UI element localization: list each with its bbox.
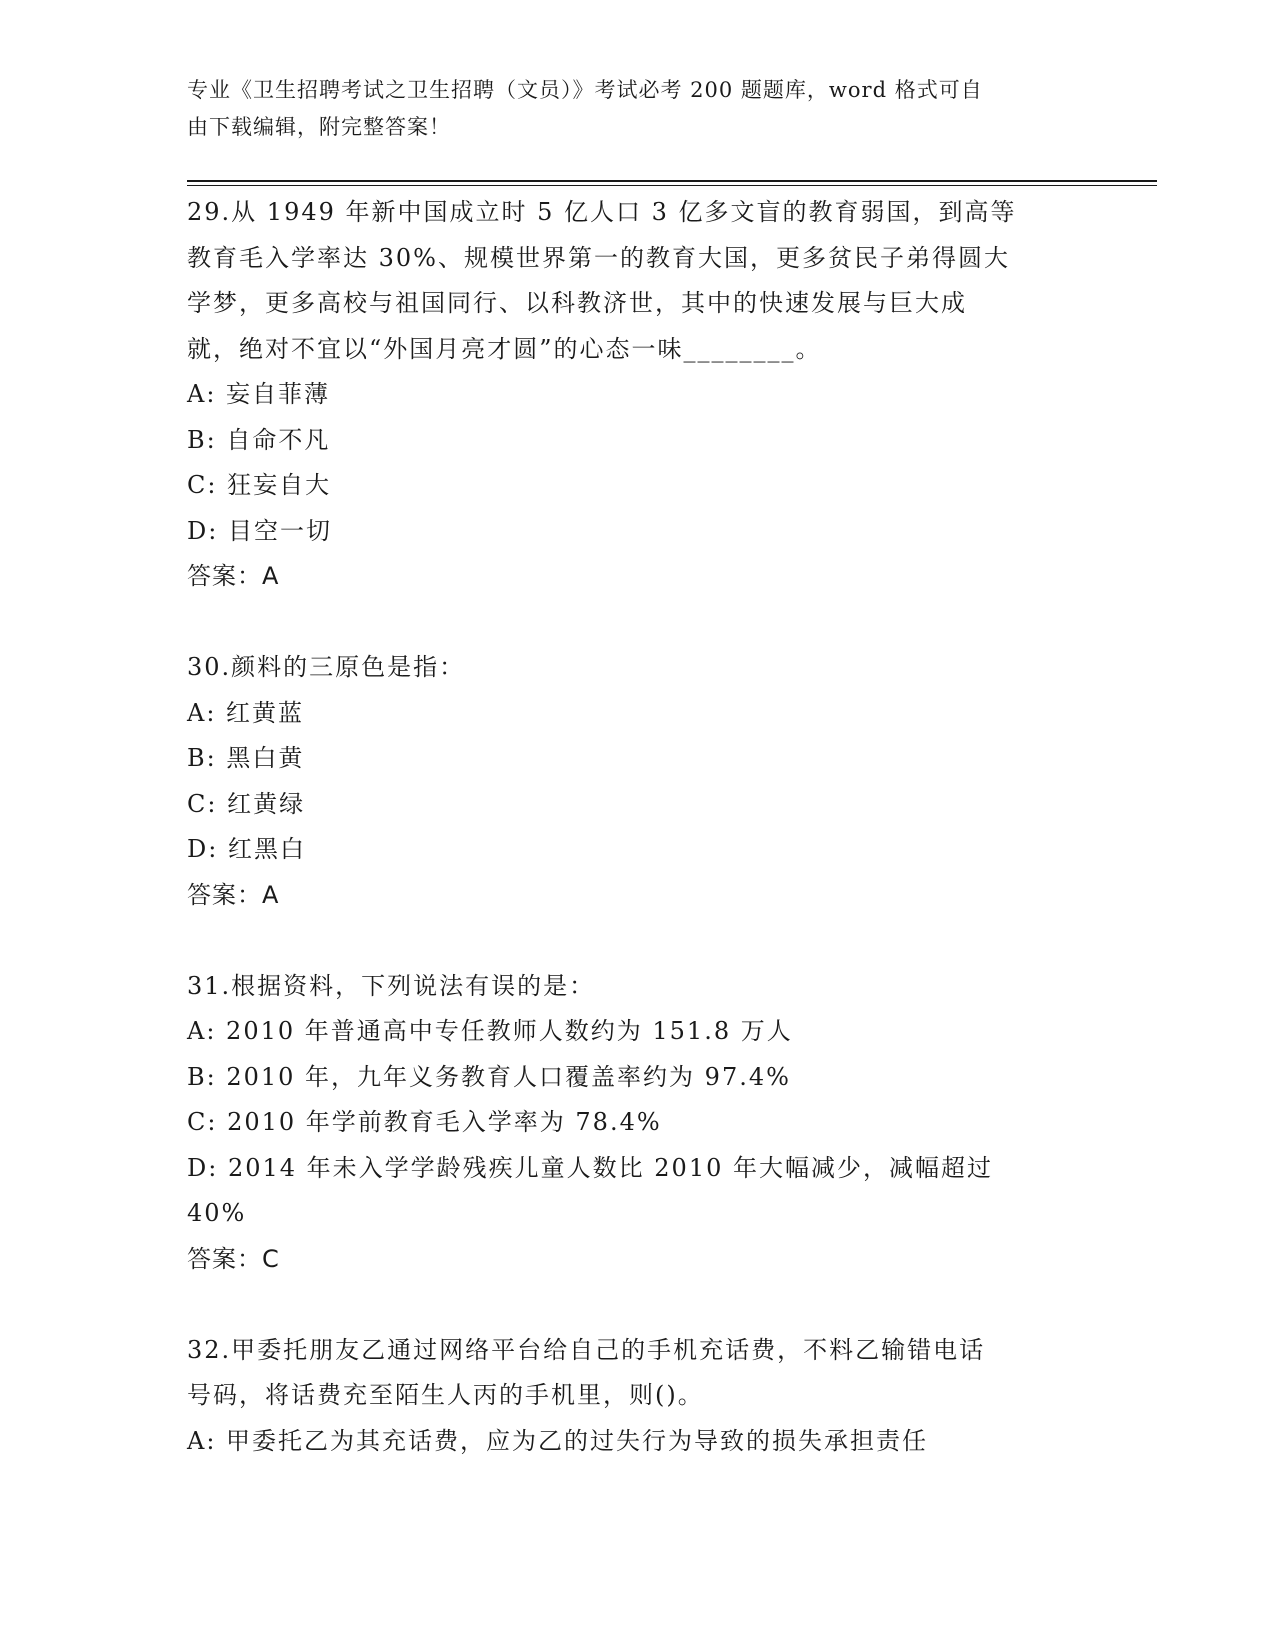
question-stem-line: 30.颜料的三原色是指：: [187, 653, 466, 681]
question-stem-line: 32.甲委托朋友乙通过网络平台给自己的手机充话费，不料乙输错电话: [187, 1335, 986, 1364]
question-stem-line: 号码，将话费充至陌生人丙的手机里，则()。: [187, 1381, 704, 1409]
question-stem-line: 就，绝对不宜以“外国月亮才圆”的心态一味________。: [187, 334, 822, 363]
header-line-1: 专业《卫生招聘考试之卫生招聘（文员）》考试必考 200 题题库，word 格式可自: [187, 78, 983, 102]
answer-label: 答案：C: [187, 1244, 280, 1273]
header-line-2: 由下载编辑，附完整答案！: [187, 115, 451, 139]
option-c: C: 狂妄自大: [187, 471, 332, 499]
option-a: A: 甲委托乙为其充话费，应为乙的过失行为导致的损失承担责任: [187, 1426, 929, 1455]
question-stem-line: 教育毛入学率达 30%、规模世界第一的教育大国，更多贫民子弟得圆大: [187, 243, 1010, 272]
question-29: [187, 190, 1087, 600]
option-c: C: 红黄绿: [187, 789, 306, 818]
header-rule-thin: [187, 185, 1157, 186]
question-31: [187, 964, 1087, 1283]
question-stem-line: 学梦，更多高校与祖国同行、以科教济世，其中的快速发展与巨大成: [187, 289, 967, 317]
option-b: B: 2010 年，九年义务教育人口覆盖率约为 97.4%: [187, 1062, 791, 1091]
option-a: A: 妄自菲薄: [187, 380, 331, 408]
option-c: C: 2010 年学前教育毛入学率为 78.4%: [187, 1108, 662, 1136]
question-stem-line: 31.根据资料，下列说法有误的是：: [187, 971, 596, 1000]
answer-label: 答案：A: [187, 562, 280, 590]
question-stem-line: 29.从 1949 年新中国成立时 5 亿人口 3 亿多文盲的教育弱国，到高等: [187, 198, 1017, 226]
option-d: D: 2014 年未入学学龄残疾儿童人数比 2010 年大幅减少，减幅超过: [187, 1153, 993, 1182]
option-b: B: 自命不凡: [187, 425, 331, 454]
option-a: A: 2010 年普通高中专任教师人数约为 151.8 万人: [187, 1017, 793, 1045]
header-rule-thick: [187, 180, 1157, 182]
option-a: A: 红黄蓝: [187, 698, 305, 727]
answer-label: 答案：A: [187, 880, 280, 909]
option-d: D: 红黑白: [187, 835, 306, 863]
question-30: [187, 645, 1087, 918]
question-list: [187, 190, 1087, 1464]
document-header: [187, 72, 1087, 146]
option-b: B: 黑白黄: [187, 744, 305, 772]
option-d-continued: 40%: [187, 1199, 247, 1227]
question-32: [187, 1328, 1087, 1465]
option-d: D: 目空一切: [187, 516, 332, 545]
